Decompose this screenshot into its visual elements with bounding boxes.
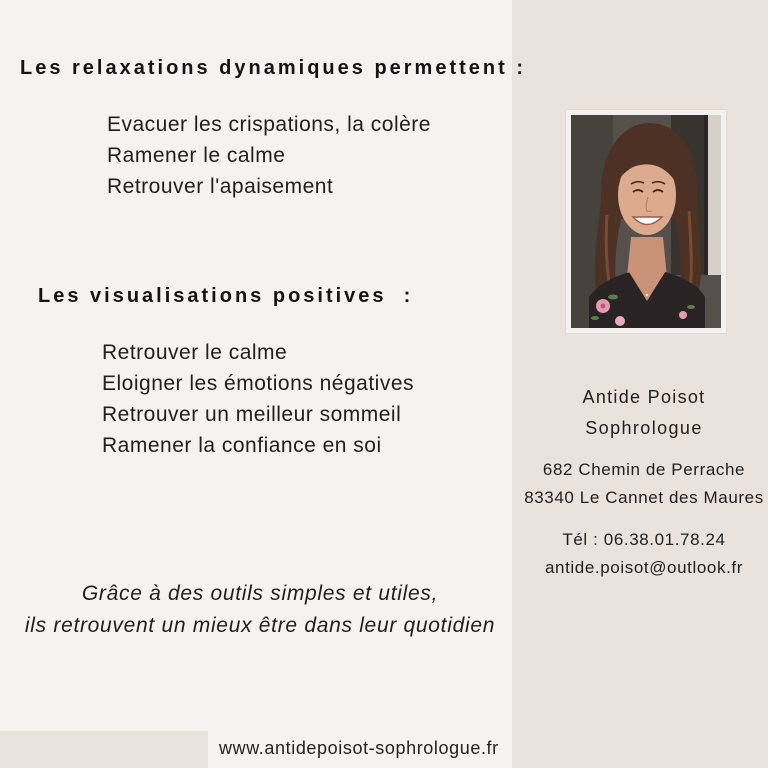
list-item: Ramener le calme [107,144,286,167]
portrait-photo [571,115,721,328]
address-line: 682 Chemin de Perrache [542,460,746,479]
list-item: Retrouver l'apaisement [107,175,334,198]
contact-title: Sophrologue [585,418,703,438]
phone-number: Tél : 06.38.01.78.24 [562,530,726,549]
email-address: antide.poisot@outlook.fr [545,558,743,577]
list-item: Eloigner les émotions négatives [102,372,415,395]
visualisations-list [102,337,414,461]
closing-statement-line: Grâce à des outils simples et utiles, [81,582,439,605]
contact-name: Antide Poisot [582,387,706,407]
list-item: Retrouver le calme [102,341,288,364]
section-heading-relaxations: Les relaxations dynamiques permettent : [20,57,527,79]
list-item: Ramener la confiance en soi [102,434,382,457]
section-heading-visualisations: Les visualisations positives : [38,285,414,307]
list-item: Evacuer les crispations, la colère [107,113,431,136]
portrait-photo-frame [566,110,726,333]
closing-statement [0,578,520,642]
address-line: 83340 Le Cannet des Maures [524,488,764,507]
website-url: www.antidepoisot-sophrologue.fr [219,738,499,758]
closing-statement-line: ils retrouvent un mieux être dans leur quotidien [24,614,496,637]
list-item: Retrouver un meilleur sommeil [102,403,402,426]
footer-strip [0,731,208,768]
relaxations-list [107,109,431,202]
